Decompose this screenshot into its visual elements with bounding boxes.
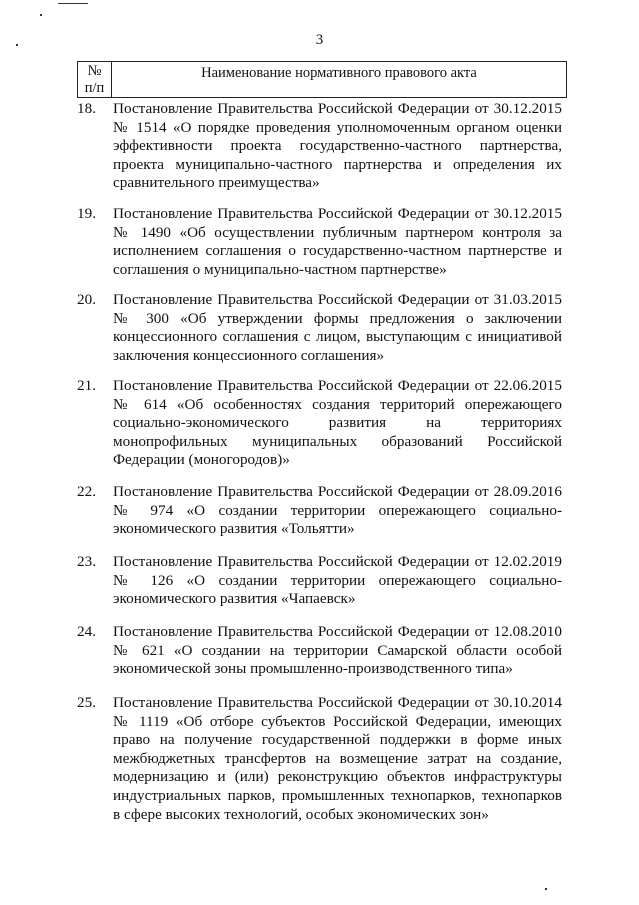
item-number: 23. <box>77 553 96 570</box>
scan-speck <box>40 14 42 16</box>
item-number: 22. <box>77 483 96 500</box>
item-text: Постановление Правительства Российской Федерации от 22.06.2015 № 614 «Об особенностях создания территорий опережающего социально-экономического развития на территориях монопрофильных муниципальных образований Российской Федерации (моногородов)» <box>113 377 562 469</box>
item-text: Постановление Правительства Российской Федерации от 31.03.2015 № 300 «Об утверждении формы предложения о заключении концессионного соглашения с лицом, выступающим с инициативой заключения концессионного соглашения» <box>113 291 562 364</box>
scan-speck <box>16 44 18 46</box>
item-text: Постановление Правительства Российской Федерации от 28.09.2016 № 974 «О создании территории опережающего социально-экономического развития «Тольятти» <box>113 483 562 538</box>
item-number: 19. <box>77 205 96 222</box>
list-item <box>77 694 562 824</box>
list-item <box>77 100 562 193</box>
list-item <box>77 377 562 470</box>
header-name-cell: Наименование нормативного правового акта <box>201 65 477 81</box>
scan-speck <box>545 888 547 890</box>
item-text: Постановление Правительства Российской Федерации от 30.12.2015 № 1490 «Об осуществлении публичным партнером контроля за исполнением соглашения о государственно-частном партнерстве и соглашения о муниципально-частном партнерстве» <box>113 205 562 278</box>
list-item <box>77 623 562 679</box>
list-item <box>77 291 562 365</box>
item-number: 20. <box>77 291 96 308</box>
item-number: 21. <box>77 377 96 394</box>
table-header <box>77 61 567 98</box>
header-number-cell <box>78 62 112 97</box>
header-number-symbol: № <box>87 62 102 79</box>
page-number: 3 <box>315 32 324 48</box>
scan-mark <box>58 3 88 4</box>
item-text: Постановление Правительства Российской Федерации от 12.02.2019 № 126 «О создании территории опережающего социально-экономического развития «Чапаевск» <box>113 553 562 608</box>
item-number: 24. <box>77 623 96 640</box>
item-number: 18. <box>77 100 96 117</box>
item-text: Постановление Правительства Российской Федерации от 30.12.2015 № 1514 «О порядке проведения уполномоченным органом оценки эффективности проекта государственно-частного партнерства, проекта муниципально-частного партнерства и определения их сравнительного преимущества» <box>113 100 562 192</box>
header-number-abbrev: п/п <box>84 79 105 96</box>
list-item <box>77 483 562 539</box>
item-number: 25. <box>77 694 96 711</box>
item-text: Постановление Правительства Российской Федерации от 30.10.2014 № 1119 «Об отборе субъектов Российской Федерации, имеющих право на получение государственной поддержки в форме иных межбюджетных трансфертов на возмещение затрат на создание, модернизацию и (или) реконструкцию объектов инфраструктуры индустриальных парков, промышленных технопарков, технопарков в сфере высоких технологий, особых экономических зон» <box>113 694 562 823</box>
list-item <box>77 205 562 279</box>
list-item <box>77 553 562 609</box>
item-text: Постановление Правительства Российской Федерации от 12.08.2010 № 621 «О создании на территории Самарской области особой экономической зоны промышленно-производственного типа» <box>113 623 562 678</box>
